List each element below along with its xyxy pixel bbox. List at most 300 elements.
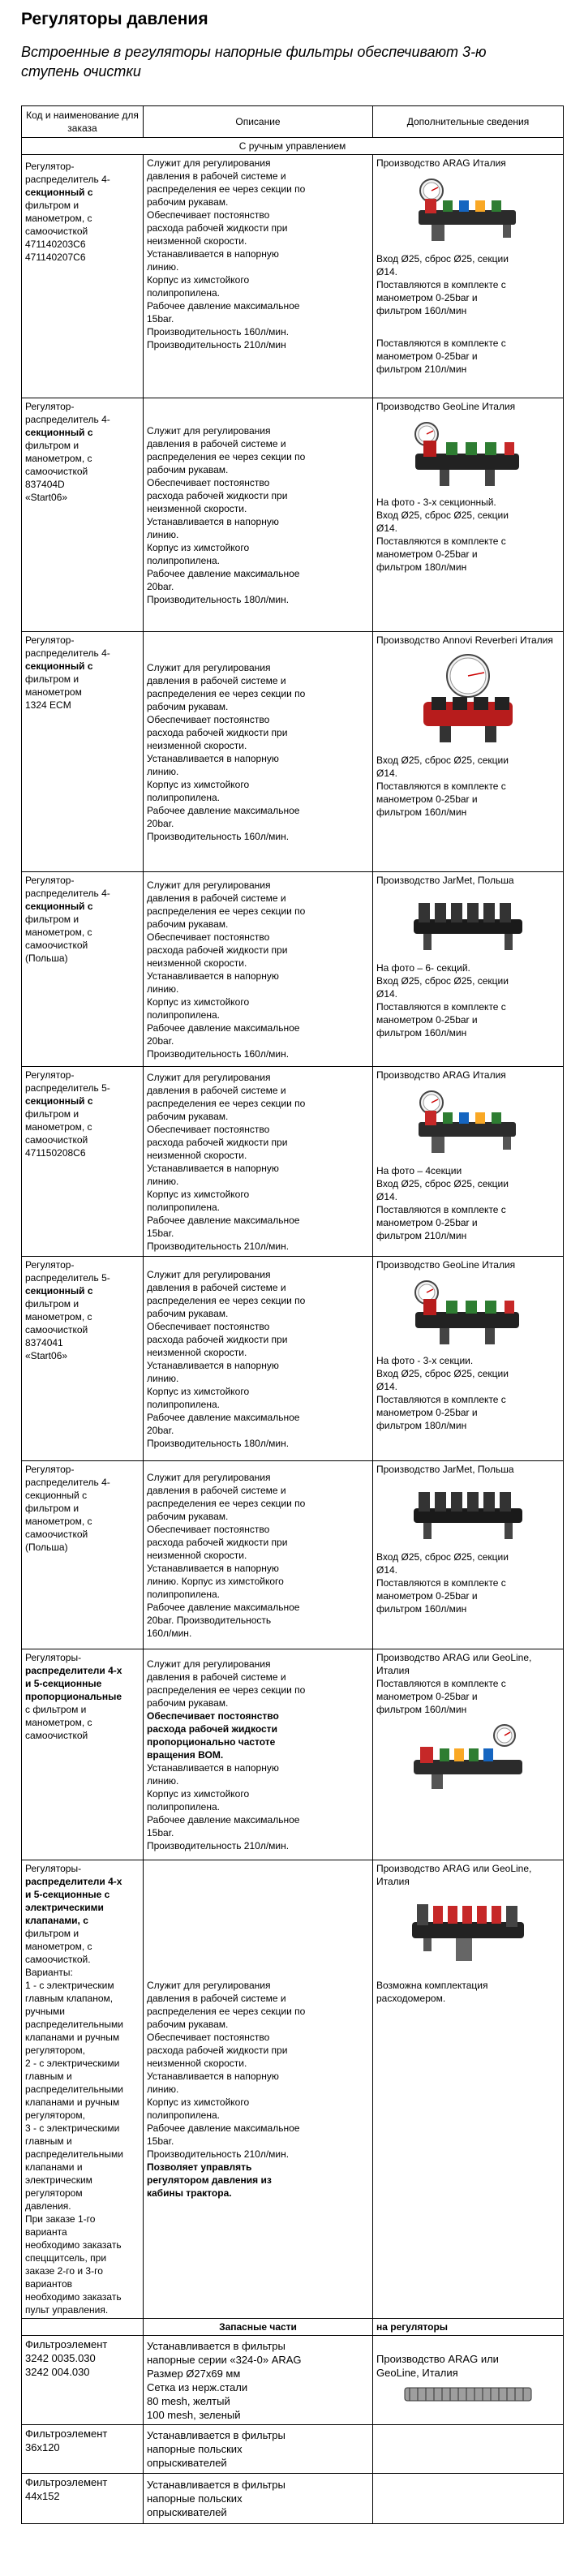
text-line: неизменной скорости. bbox=[147, 1549, 247, 1561]
text-line: фильтром 160л/мин bbox=[376, 305, 467, 316]
text-line: рабочим рукавам. bbox=[147, 1307, 229, 1319]
text-line: Регуляторы- bbox=[25, 1652, 82, 1663]
text-line: распределитель 4- bbox=[25, 888, 110, 899]
text-line: неизменной скорости. bbox=[147, 1346, 247, 1358]
geoline-regulator-icon bbox=[407, 418, 529, 491]
text-line: Обеспечивает постоянство bbox=[147, 1709, 279, 1722]
table-row bbox=[22, 398, 564, 632]
text-line: Устанавливается в напорную bbox=[147, 1162, 279, 1174]
manufacturer: Производство ARAG или GeoLine, Италия bbox=[376, 1863, 532, 1887]
text-line: электрическими bbox=[25, 1902, 104, 1913]
text-line: линию. bbox=[147, 1774, 179, 1787]
text-line: давления в рабочей системе и bbox=[147, 674, 286, 686]
text-line: фильтром 160л/мин bbox=[376, 1027, 467, 1039]
text-line: полипропилена. bbox=[147, 1588, 220, 1600]
info-cell bbox=[373, 1649, 564, 1860]
text-line: 20bar. Производительность bbox=[147, 1614, 272, 1626]
text-line: Вход Ø25, сброс Ø25, секции bbox=[376, 1551, 509, 1563]
text-line: 20bar. bbox=[147, 1424, 174, 1436]
info-cell bbox=[373, 398, 564, 632]
text-line: манометром, с bbox=[25, 213, 92, 224]
text-line: манометром, с bbox=[25, 1941, 92, 1952]
page-subtitle: Встроенные в регуляторы напорные фильтры обеспечивают 3-ю ступень очистки bbox=[21, 44, 487, 80]
text-line: неизменной скорости. bbox=[147, 2058, 247, 2069]
text-line: Сетка из нерж.стали bbox=[147, 2380, 248, 2393]
text-line: 160л/мин. bbox=[147, 1627, 192, 1639]
text-line: спецщитсель, при bbox=[25, 2252, 107, 2264]
text-line: Рабочее давление максимальное bbox=[147, 1601, 300, 1613]
text-line: секционный с bbox=[25, 427, 93, 438]
text-line: распределители 4-х bbox=[25, 1665, 122, 1676]
product-photo bbox=[376, 1893, 560, 1974]
text-line: Обеспечивает постоянство bbox=[147, 476, 270, 488]
page-title: Регуляторы давления bbox=[21, 10, 208, 28]
text-line: Служит для регулирования bbox=[147, 1980, 271, 1991]
text-line: давления в рабочей системе и bbox=[147, 1671, 286, 1683]
text-line: 3 - с электрическими bbox=[25, 2122, 120, 2134]
text-line: полипропилена. bbox=[147, 1008, 220, 1021]
info-cell bbox=[373, 1860, 564, 2319]
text-line: распределительными bbox=[25, 2019, 124, 2030]
text-line: распределения ее через секции по bbox=[147, 2006, 306, 2017]
text-line: давления в рабочей системе и bbox=[147, 892, 286, 904]
text-line: линию. bbox=[147, 983, 179, 995]
text-line: Поставляются в комплекте с bbox=[376, 1678, 506, 1689]
text-line: манометром 0-25bar и bbox=[376, 1691, 478, 1702]
text-line: манометром 0-25bar и bbox=[376, 1217, 478, 1228]
text-line: Ø14. bbox=[376, 988, 398, 1000]
text-line: распределительными bbox=[25, 2148, 124, 2160]
text-line: напорные польских bbox=[147, 2443, 243, 2455]
product-code: 471140207С6 bbox=[25, 252, 86, 263]
manufacturer: Производство ARAG или GeoLine, Италия bbox=[376, 1652, 532, 1676]
manufacturer: Производство ARAG Италия bbox=[376, 157, 506, 169]
text-line: секционный с bbox=[25, 1490, 88, 1501]
text-line: рабочим рукавам. bbox=[147, 1110, 229, 1122]
text-line: распределения ее через секции по bbox=[147, 1497, 306, 1509]
text-line: регулятором, bbox=[25, 2109, 85, 2121]
text-line: Ø14. bbox=[376, 1564, 398, 1576]
text-line: расходомером. bbox=[376, 1993, 446, 2004]
text-line: распределитель 5- bbox=[25, 1272, 110, 1284]
manufacturer: Производство JarMet, Польша bbox=[376, 1464, 514, 1475]
text-line: Производительность 210л/мин. bbox=[147, 1839, 290, 1851]
text-line: полипропилена. bbox=[147, 1800, 220, 1813]
text-line: (Польша) bbox=[25, 953, 68, 964]
text-line: 15bar. bbox=[147, 1826, 174, 1838]
manufacturer: Производство ARAG Италия bbox=[376, 1069, 506, 1081]
text-line: фильтром 160л/мин bbox=[376, 1603, 467, 1615]
text-line: фильтром и bbox=[25, 673, 79, 685]
info-cell bbox=[373, 1461, 564, 1649]
text-line: и 5-секционные с bbox=[25, 1889, 110, 1900]
text-line: линию. bbox=[147, 765, 179, 777]
text-line: распределитель 4- bbox=[25, 414, 110, 425]
text-line: линию. bbox=[147, 1175, 179, 1187]
text-line: Поставляются в комплекте с bbox=[376, 781, 506, 792]
text-line: Возможна комплектация bbox=[376, 1980, 488, 1991]
text-line: Производительность 180л/мин. bbox=[147, 593, 290, 605]
text-line: Рабочее давление максимальное bbox=[147, 804, 300, 816]
jarmet-regulator-icon bbox=[407, 1481, 529, 1546]
text-line: манометром, с bbox=[25, 1311, 92, 1322]
text-line: Корпус из химстойкого bbox=[147, 1787, 250, 1800]
text-line: самоочисткой bbox=[25, 1730, 88, 1741]
text-line: главным и bbox=[25, 2135, 72, 2147]
text-line: Устанавливается в фильтры bbox=[147, 2339, 286, 2352]
text-line: давления в рабочей системе и bbox=[147, 1484, 286, 1496]
spare-part-row bbox=[22, 2425, 564, 2474]
text-line: манометром, с bbox=[25, 453, 92, 464]
text-line: Вход Ø25, сброс Ø25, секции bbox=[376, 510, 509, 521]
text-line: Корпус из химстойкого bbox=[147, 1385, 250, 1397]
text-line: линию. bbox=[147, 528, 179, 540]
text-line: Производительность 160л/мин. bbox=[147, 830, 290, 842]
text-line: Вход Ø25, сброс Ø25, секции bbox=[376, 755, 509, 766]
text-line: Служит для регулирования bbox=[147, 1268, 271, 1280]
text-line: самоочисткой bbox=[25, 1324, 88, 1335]
description-cell bbox=[144, 872, 373, 1067]
product-photo bbox=[376, 652, 560, 749]
text-line: полипропилена. bbox=[147, 554, 220, 566]
text-line: манометром 0-25bar и bbox=[376, 1407, 478, 1418]
description-cell bbox=[144, 398, 373, 632]
text-line: фильтром и bbox=[25, 440, 79, 451]
text-line: фильтром 210л/мин bbox=[376, 363, 467, 375]
text-line: Устанавливается в напорную bbox=[147, 970, 279, 982]
text-line: Ø14. bbox=[376, 1381, 398, 1392]
text-line: манометром, с bbox=[25, 1516, 92, 1527]
text-line: Производительность 210л/мин. bbox=[147, 1240, 290, 1252]
text-line: ручными bbox=[25, 2006, 65, 2017]
text-line: полипропилена. bbox=[147, 287, 220, 299]
text-line: 471140203С6 bbox=[25, 239, 86, 250]
text-line: линию. bbox=[147, 2084, 179, 2095]
text-line: Регуляторы- bbox=[25, 1863, 82, 1874]
text-line: Производительность 180л/мин. bbox=[147, 1437, 290, 1449]
header-extra-info: Дополнительные сведения bbox=[373, 106, 564, 138]
text-line: Вход Ø25, сброс Ø25, секции bbox=[376, 975, 509, 987]
text-line: 1324 ECM bbox=[25, 699, 71, 711]
text-line: Ø14. bbox=[376, 523, 398, 534]
product-name-cell bbox=[22, 1067, 144, 1257]
text-line: главным клапаном, bbox=[25, 1993, 114, 2004]
text-line: (Польша) bbox=[25, 1542, 68, 1553]
text-line: Вход Ø25, сброс Ø25, секции bbox=[376, 253, 509, 264]
text-line: Устанавливается в напорную bbox=[147, 1359, 279, 1371]
info-cell bbox=[373, 155, 564, 398]
text-line: 15bar. bbox=[147, 313, 174, 325]
text-line: Служит для регулирования bbox=[147, 1658, 271, 1670]
text-line: Рабочее давление максимальное bbox=[147, 300, 300, 312]
text-line: Позволяет управлять bbox=[147, 2161, 252, 2173]
text-line: распределитель 5- bbox=[25, 1082, 110, 1094]
text-line: секционный с bbox=[25, 901, 93, 912]
text-line: Поставляются в комплекте с bbox=[376, 1577, 506, 1589]
filter-element-icon bbox=[403, 2385, 533, 2404]
text-line: Служит для регулирования bbox=[147, 1071, 271, 1083]
electric-regulator-icon bbox=[407, 1893, 529, 1974]
spare-description-cell bbox=[144, 2425, 373, 2474]
product-photo bbox=[376, 1481, 560, 1546]
table-row bbox=[22, 1860, 564, 2319]
text-line: секционный с bbox=[25, 660, 93, 672]
text-line: опрыскивателей bbox=[147, 2457, 227, 2469]
manufacturer: Производство JarMet, Польша bbox=[376, 875, 514, 886]
text-line: манометром 0-25bar и bbox=[376, 292, 478, 303]
text-line: Регулятор- bbox=[25, 401, 75, 412]
text-line: Регулятор- bbox=[25, 1464, 75, 1475]
text-line: На фото – 6- секций. bbox=[376, 962, 470, 974]
text-line: Обеспечивает постоянство bbox=[147, 2032, 270, 2043]
text-line: «Start06» bbox=[25, 1350, 68, 1361]
text-line: Служит для регулирования bbox=[147, 424, 271, 437]
text-line: На фото - 3-х секции. bbox=[376, 1355, 474, 1366]
text-line: распределитель 4- bbox=[25, 1477, 110, 1488]
info-cell bbox=[373, 872, 564, 1067]
text-line: Корпус из химстойкого bbox=[147, 541, 250, 553]
text-line: полипропилена. bbox=[147, 1398, 220, 1410]
desc-bottom: Производительность 210л/мин bbox=[147, 339, 286, 350]
text-line: Ø14. bbox=[376, 1191, 398, 1202]
text-line: фильтром и bbox=[25, 914, 79, 925]
text-line: кабины трактора. bbox=[147, 2187, 232, 2199]
text-line: фильтром и bbox=[25, 200, 79, 211]
text-line: Вход Ø25, сброс Ø25, секции bbox=[376, 1368, 509, 1379]
text-line: Устанавливается в напорную bbox=[147, 515, 279, 527]
text-line: расхода рабочей жидкости при bbox=[147, 944, 288, 956]
text-line: электрическим bbox=[25, 2174, 92, 2186]
product-photo bbox=[376, 174, 560, 247]
text-line: На фото - 3-х секционный. bbox=[376, 497, 496, 508]
text-line: Устанавливается в напорную bbox=[147, 1761, 279, 1774]
text-line: линию. bbox=[147, 1372, 179, 1384]
text-line: 3242 0035.030 bbox=[25, 2352, 96, 2364]
description-cell bbox=[144, 1860, 373, 2319]
text-line: манометром 0-25bar и bbox=[376, 1014, 478, 1026]
text-line: самоочисткой bbox=[25, 1134, 88, 1146]
text-line: Регулятор- bbox=[25, 875, 75, 886]
text-line: Устанавливается в напорную bbox=[147, 752, 279, 764]
text-line: Устанавливается в напорную bbox=[147, 248, 279, 260]
text-line: самоочисткой bbox=[25, 940, 88, 951]
text-line: опрыскивателей bbox=[147, 2506, 227, 2518]
text-line: напорные польских bbox=[147, 2492, 243, 2505]
text-line: фильтром 180л/мин bbox=[376, 1420, 467, 1431]
text-line: клапанами и ручным bbox=[25, 2032, 120, 2043]
text-line: Регулятор- bbox=[25, 161, 75, 172]
text-line: неизменной скорости. bbox=[147, 1149, 247, 1161]
text-line: распределения ее через секции по bbox=[147, 450, 306, 462]
product-photo bbox=[376, 1086, 560, 1159]
table-row bbox=[22, 1067, 564, 1257]
text-line: 3242 004.030 bbox=[25, 2366, 90, 2378]
text-line: GeoLine, Италия bbox=[376, 2366, 458, 2379]
text-line: Служит для регулирования bbox=[147, 157, 271, 169]
text-line: Корпус из химстойкого bbox=[147, 2096, 250, 2108]
text-line: 20bar. bbox=[147, 817, 174, 829]
text-line: пульт управления. bbox=[25, 2304, 109, 2316]
annovi-regulator-icon bbox=[407, 652, 529, 749]
text-line: варианта bbox=[25, 2226, 67, 2238]
text-line: секционный с bbox=[25, 1285, 93, 1297]
text-line: вариантов bbox=[25, 2278, 73, 2290]
text-line: самоочисткой bbox=[25, 226, 88, 237]
text-line: давления в рабочей системе и bbox=[147, 1084, 286, 1096]
text-line: фильтром 160л/мин bbox=[376, 806, 467, 818]
info-cell bbox=[373, 1067, 564, 1257]
spare-parts-header-row bbox=[22, 2319, 564, 2336]
description-cell bbox=[144, 1649, 373, 1860]
text-line: 837404D bbox=[25, 479, 65, 490]
text-line: Служит для регулирования bbox=[147, 661, 271, 673]
text-line: необходимо заказать bbox=[25, 2291, 122, 2303]
text-line: распределения ее через секции по bbox=[147, 1684, 306, 1696]
text-line: линию. bbox=[147, 261, 179, 273]
text-line: расхода рабочей жидкости при bbox=[147, 726, 288, 738]
text-line: регулятором bbox=[25, 2187, 83, 2199]
text-line: Регулятор- bbox=[25, 1069, 75, 1081]
text-line: Служит для регулирования bbox=[147, 1471, 271, 1483]
product-photo bbox=[376, 892, 560, 957]
text-line: давления в рабочей системе и bbox=[147, 1993, 286, 2004]
spare-description-cell bbox=[144, 2474, 373, 2524]
text-line: клапанами и bbox=[25, 2161, 83, 2173]
description-cell bbox=[144, 1257, 373, 1461]
text-line: линию. Корпус из химстойкого bbox=[147, 1575, 284, 1587]
product-name-cell bbox=[22, 1257, 144, 1461]
info-cell bbox=[373, 632, 564, 872]
text-line: рабочим рукавам. bbox=[147, 700, 229, 712]
description-cell bbox=[144, 1461, 373, 1649]
text-line: Обеспечивает постоянство bbox=[147, 931, 270, 943]
spare-name-cell bbox=[22, 2336, 144, 2425]
text-line: распределитель 4- bbox=[25, 174, 110, 185]
manufacturer: Производство GeoLine Италия bbox=[376, 401, 516, 412]
product-photo bbox=[376, 1721, 560, 1794]
text-line: Поставляются в комплекте с bbox=[376, 535, 506, 547]
text-line: Фильтроэлемент bbox=[25, 2428, 108, 2440]
text-line: 20bar. bbox=[147, 580, 174, 592]
text-line: заказе 2-го и 3-го bbox=[25, 2265, 103, 2277]
text-line: «Start06» bbox=[25, 492, 68, 503]
text-line: фильтром и bbox=[25, 1108, 79, 1120]
text-line: фильтром 210л/мин bbox=[376, 1230, 467, 1241]
header-description: Описание bbox=[144, 106, 373, 138]
text-line: 20bar. bbox=[147, 1034, 174, 1047]
text-line: манометром, с bbox=[25, 1717, 92, 1728]
table-row bbox=[22, 632, 564, 872]
text-line: 80 mesh, желтый bbox=[147, 2394, 230, 2407]
text-line: неизменной скорости. bbox=[147, 235, 247, 247]
text-line: фильтром 160л/мин bbox=[376, 1704, 467, 1715]
text-line: Вход Ø25, сброс Ø25, секции bbox=[376, 1178, 509, 1189]
text-line: расхода рабочей жидкости при bbox=[147, 2045, 288, 2056]
text-line: На фото – 4секции bbox=[376, 1165, 462, 1176]
text-line: неизменной скорости. bbox=[147, 739, 247, 751]
text-line: давления в рабочей системе и bbox=[147, 1281, 286, 1293]
text-line: Обеспечивает постоянство bbox=[147, 209, 270, 221]
text-line: Рабочее давление максимальное bbox=[147, 1021, 300, 1034]
text-line: манометром 0-25bar и bbox=[376, 548, 478, 560]
text-line: Рабочее давление максимальное bbox=[147, 1214, 300, 1226]
text-line: пропорционально частоте bbox=[147, 1735, 276, 1748]
text-line: самоочисткой bbox=[25, 466, 88, 477]
text-line: неизменной скорости. bbox=[147, 957, 247, 969]
text-line: рабочим рукавам. bbox=[147, 2019, 229, 2030]
text-line: напорные серии «324-0» ARAG bbox=[147, 2353, 302, 2366]
text-line: Устанавливается в напорную bbox=[147, 2071, 279, 2082]
text-line: клапанами, с bbox=[25, 1915, 88, 1926]
text-line: Фильтроэлемент bbox=[25, 2338, 108, 2350]
text-line: Устанавливается в фильтры bbox=[147, 2479, 286, 2491]
text-line: Варианты: bbox=[25, 1967, 73, 1978]
text-line: распределители 4-х bbox=[25, 1876, 122, 1887]
spare-header-col2: Запасные части bbox=[144, 2319, 373, 2336]
spare-header-col3: на регуляторы bbox=[373, 2319, 564, 2336]
text-line: самоочисткой. bbox=[25, 1954, 91, 1965]
text-line: Корпус из химстойкого bbox=[147, 996, 250, 1008]
product-name-cell bbox=[22, 1649, 144, 1860]
text-line: 15bar. bbox=[147, 2135, 174, 2147]
text-line: Рабочее давление максимальное bbox=[147, 567, 300, 579]
text-line: 2 - с электрическими bbox=[25, 2058, 120, 2069]
product-name-cell bbox=[22, 155, 144, 398]
text-line: распределения ее через секции по bbox=[147, 1097, 306, 1109]
text-line: Фильтроэлемент bbox=[25, 2476, 108, 2488]
text-line: распределения ее через секции по bbox=[147, 1294, 306, 1306]
text-line: манометром, с bbox=[25, 1121, 92, 1133]
text-line: Обеспечивает постоянство bbox=[147, 1523, 270, 1535]
text-line: Рабочее давление максимальное bbox=[147, 1411, 300, 1423]
text-line: полипропилена. bbox=[147, 791, 220, 803]
spare-info-cell bbox=[373, 2425, 564, 2474]
text-line: давления в рабочей системе и bbox=[147, 170, 286, 182]
spare-name-cell bbox=[22, 2425, 144, 2474]
text-line: распределитель 4- bbox=[25, 647, 110, 659]
product-name-cell bbox=[22, 632, 144, 872]
arag-regulator-icon bbox=[407, 174, 529, 247]
text-line: Устанавливается в напорную bbox=[147, 1562, 279, 1574]
arag-regulator-icon bbox=[407, 1086, 529, 1159]
text-line: секционный с bbox=[25, 187, 93, 198]
proportional-regulator-icon bbox=[407, 1721, 529, 1794]
text-line: регулятором, bbox=[25, 2045, 85, 2056]
text-line: расхода рабочей жидкости при bbox=[147, 222, 288, 234]
text-line: Корпус из химстойкого bbox=[147, 1188, 250, 1200]
text-line: пропорциональные bbox=[25, 1691, 122, 1702]
text-line: расхода рабочей жидкости при bbox=[147, 489, 288, 501]
spare-info-cell bbox=[373, 2336, 564, 2425]
spare-name-cell bbox=[22, 2474, 144, 2524]
text-line: вращения ВОМ. bbox=[147, 1748, 224, 1761]
product-name-cell bbox=[22, 1860, 144, 2319]
text-line: полипропилена. bbox=[147, 1201, 220, 1213]
text-line: манометром 0-25bar и bbox=[376, 793, 478, 805]
product-photo bbox=[376, 418, 560, 491]
table-row bbox=[22, 1461, 564, 1649]
table-row bbox=[22, 155, 564, 398]
text-line: распределительными bbox=[25, 2084, 124, 2095]
text-line: Ø14. bbox=[376, 266, 398, 277]
description-cell bbox=[144, 632, 373, 872]
text-line: рабочим рукавам. bbox=[147, 196, 229, 208]
text-line: фильтром и bbox=[25, 1503, 79, 1514]
text-line: расхода рабочей жидкости bbox=[147, 1722, 277, 1735]
text-line: Устанавливается в фильтры bbox=[147, 2429, 286, 2441]
text-line: 100 mesh, зеленый bbox=[147, 2408, 241, 2421]
table-row bbox=[22, 872, 564, 1067]
